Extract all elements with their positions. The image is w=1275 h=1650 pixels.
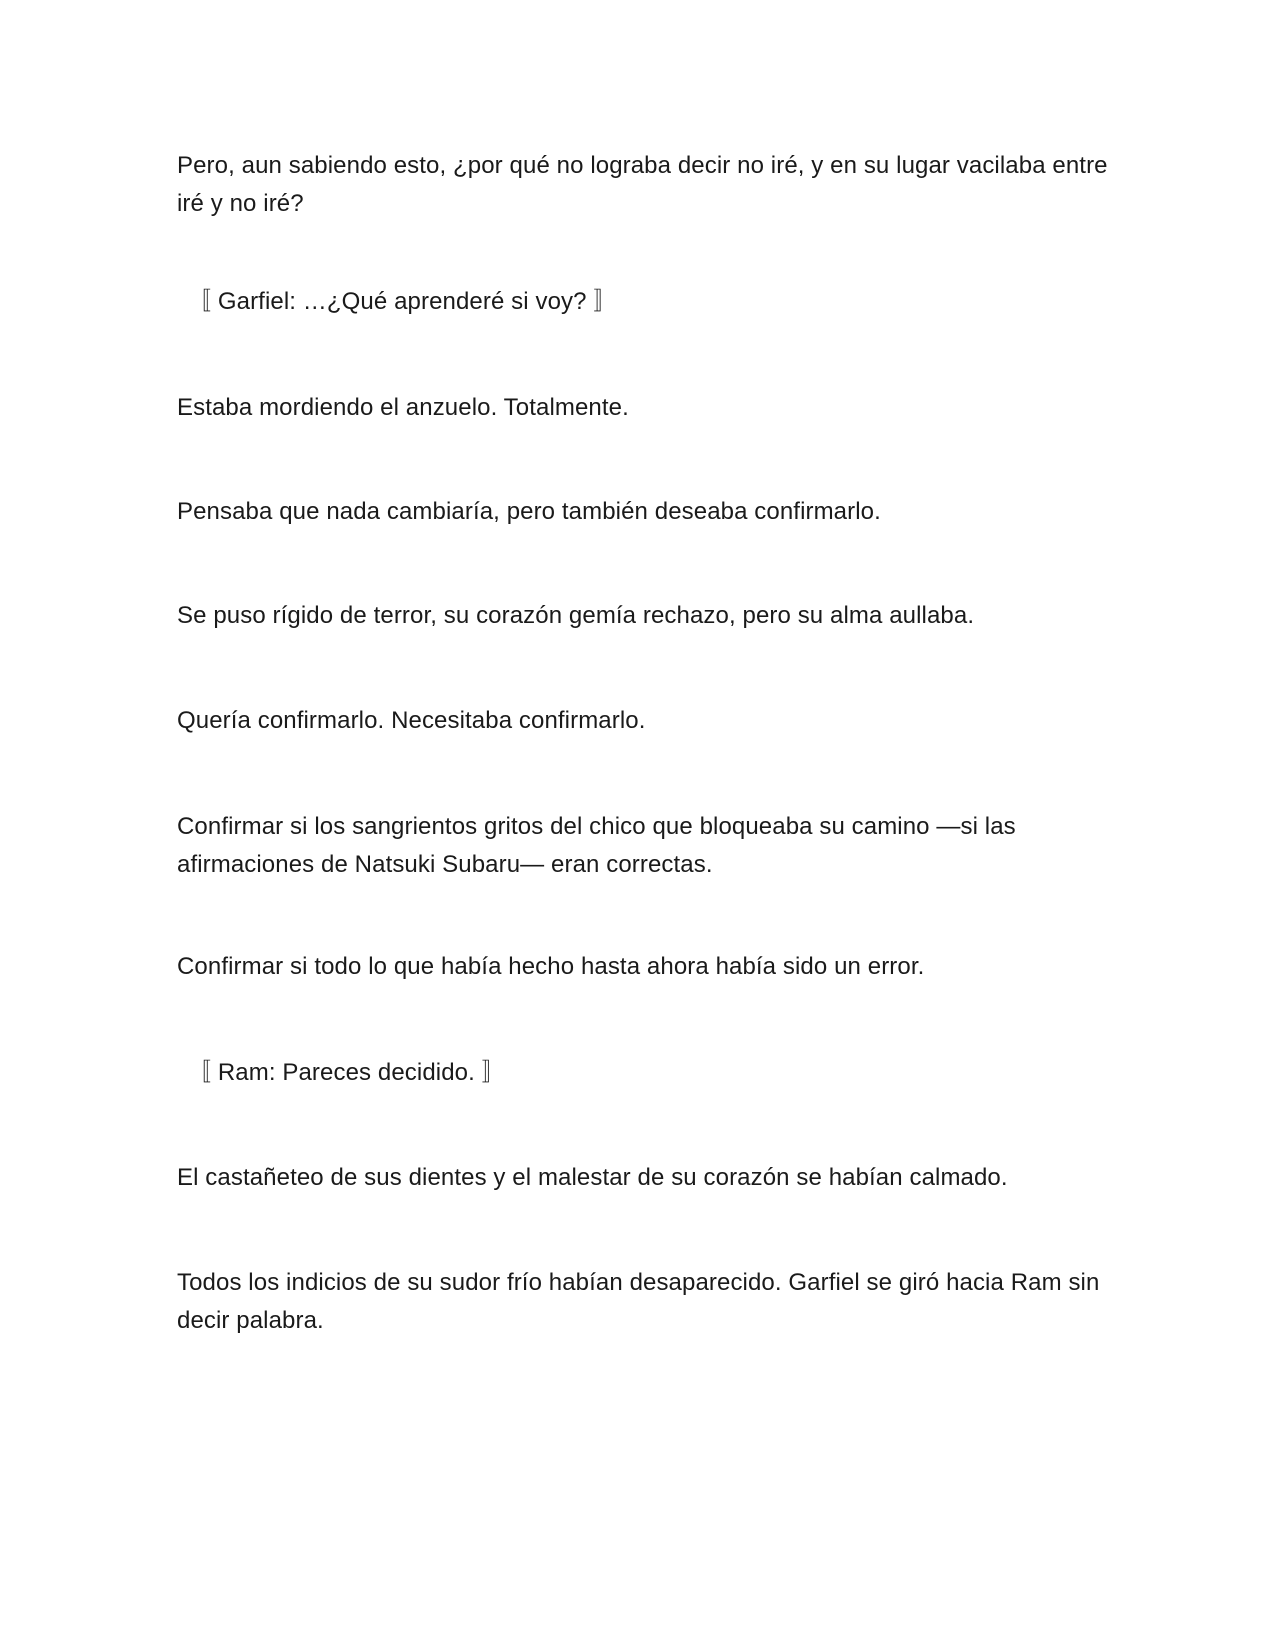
paragraph: Confirmar si los sangrientos gritos del chico que bloqueaba su camino —si las afirmaciones de Natsuki Subaru— eran correctas. (177, 813, 1016, 878)
paragraph: Confirmar si todo lo que había hecho hasta ahora había sido un error. (177, 953, 925, 980)
paragraph: Estaba mordiendo el anzuelo. Totalmente. (177, 394, 629, 421)
paragraph: El castañeteo de sus dientes y el malestar de su corazón se habían calmado. (177, 1164, 1008, 1191)
paragraph: Se puso rígido de terror, su corazón gemía rechazo, pero su alma aullaba. (177, 602, 975, 629)
dialogue-line: 〚 Garfiel: …¿Qué aprenderé si voy? 〛 (187, 288, 618, 315)
dialogue-line: 〚 Ram: Pareces decidido. 〛 (187, 1059, 506, 1086)
paragraph: Pensaba que nada cambiaría, pero también deseaba confirmarlo. (177, 498, 881, 525)
paragraph: Pero, aun sabiendo esto, ¿por qué no lograba decir no iré, y en su lugar vacilaba entre iré y no iré? (177, 152, 1108, 217)
paragraph: Quería confirmarlo. Necesitaba confirmarlo. (177, 707, 646, 734)
paragraph: Todos los indicios de su sudor frío habían desaparecido. Garfiel se giró hacia Ram sin decir palabra. (177, 1269, 1100, 1334)
